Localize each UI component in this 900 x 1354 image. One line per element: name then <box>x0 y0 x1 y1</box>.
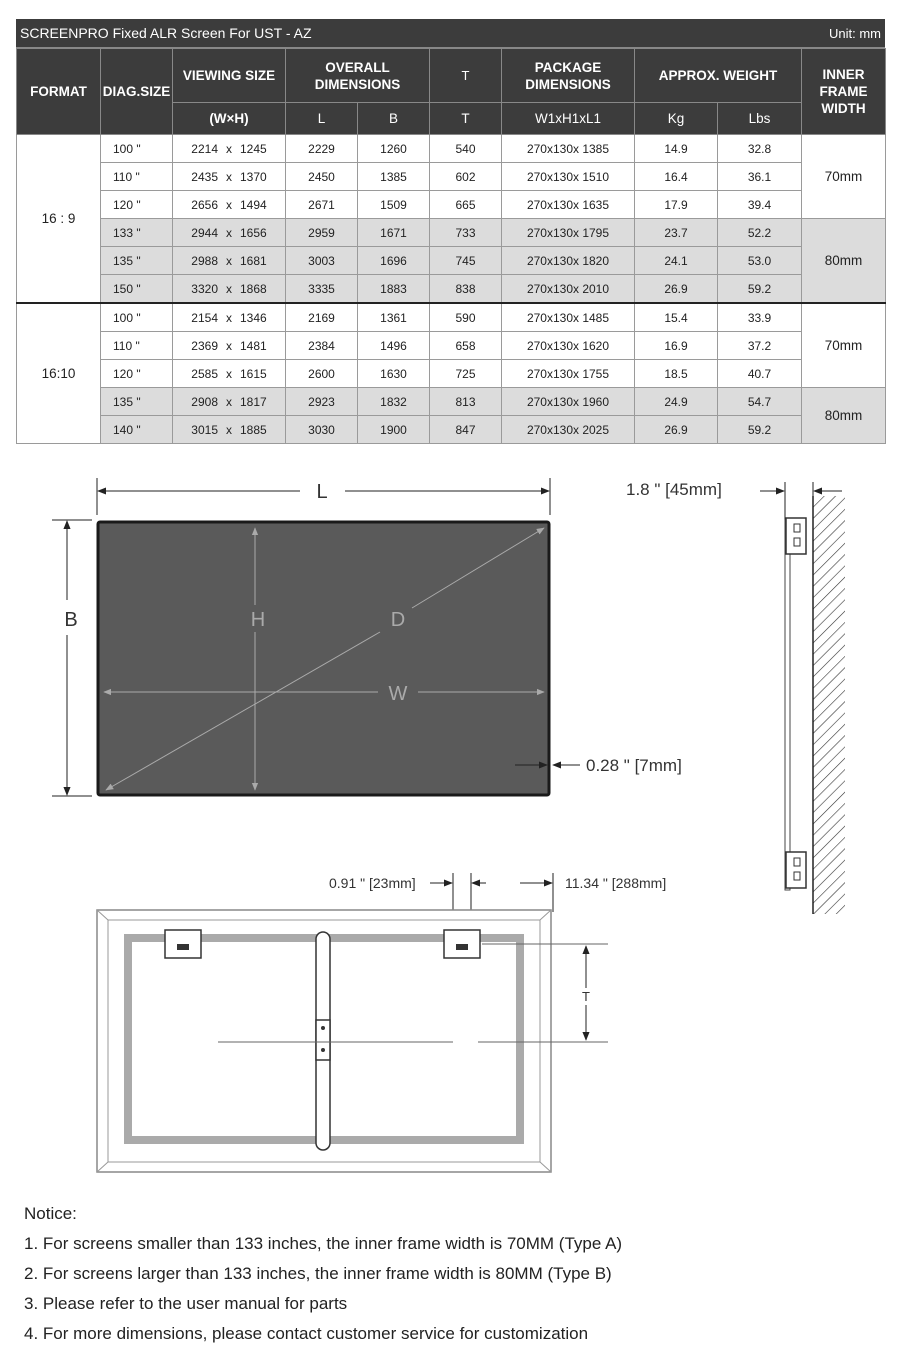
table-row <box>17 332 886 360</box>
lbs-cell: 39.4 <box>718 191 802 219</box>
t-cell: 665 <box>430 191 502 219</box>
notice-title: Notice: <box>24 1204 77 1223</box>
overall-l-cell: 2600 <box>286 360 358 388</box>
diag-cell: 135 " <box>101 388 173 416</box>
lbs-cell: 36.1 <box>718 163 802 191</box>
overall-b-cell: 1630 <box>358 360 430 388</box>
viewing-w: 2908 <box>191 394 218 409</box>
viewing-w: 3320 <box>191 281 218 296</box>
overall-l-cell: 2229 <box>286 135 358 163</box>
header-kg: Kg <box>635 103 718 135</box>
label-b: B <box>64 609 78 631</box>
diag-cell: 100 " <box>101 303 173 332</box>
table-row <box>17 219 886 247</box>
spec-table-body <box>17 135 886 444</box>
viewing-h: 1370 <box>240 169 267 184</box>
overall-l-cell: 2169 <box>286 303 358 332</box>
header-inner: INNER FRAME WIDTH <box>802 49 886 135</box>
lbs-cell: 40.7 <box>718 360 802 388</box>
package-cell: 270x130x 2010 <box>502 275 635 304</box>
header-t-sub: T <box>430 103 502 135</box>
table-row <box>17 275 886 304</box>
viewing-h: 1885 <box>240 422 267 437</box>
lbs-cell: 59.2 <box>718 275 802 304</box>
t-cell: 745 <box>430 247 502 275</box>
header-format: FORMAT <box>17 49 101 135</box>
package-cell: 270x130x 1485 <box>502 303 635 332</box>
table-title: SCREENPRO Fixed ALR Screen For UST - AZ <box>20 25 312 41</box>
viewing-h: 1656 <box>240 225 267 240</box>
overall-l-cell: 2959 <box>286 219 358 247</box>
overall-l-cell: 3335 <box>286 275 358 304</box>
package-cell: 270x130x 1795 <box>502 219 635 247</box>
diag-cell: 120 " <box>101 360 173 388</box>
header-overall-l: L <box>286 103 358 135</box>
viewing-w: 2585 <box>191 366 218 381</box>
table-row <box>17 360 886 388</box>
viewing-h: 1817 <box>240 394 267 409</box>
table-row <box>17 135 886 163</box>
t-cell: 813 <box>430 388 502 416</box>
kg-cell: 23.7 <box>635 219 718 247</box>
label-l: L <box>316 481 328 503</box>
viewing-h: 1346 <box>240 310 267 325</box>
overall-b-cell: 1832 <box>358 388 430 416</box>
overall-l-cell: 3003 <box>286 247 358 275</box>
kg-cell: 15.4 <box>635 303 718 332</box>
table-row <box>17 247 886 275</box>
table-row <box>17 191 886 219</box>
lbs-cell: 33.9 <box>718 303 802 332</box>
lbs-cell: 53.0 <box>718 247 802 275</box>
lbs-cell: 54.7 <box>718 388 802 416</box>
diag-cell: 150 " <box>101 275 173 304</box>
viewing-sep: x <box>226 310 232 325</box>
bottom-bracket-side <box>786 852 806 888</box>
viewing-w: 2435 <box>191 169 218 184</box>
spec-table-section <box>16 19 885 444</box>
format-cell: 16 : 9 <box>17 135 101 304</box>
overall-l-cell: 2671 <box>286 191 358 219</box>
header-viewing-sub: (W×H) <box>173 103 286 135</box>
viewing-size-cell <box>173 219 286 247</box>
label-side-depth: 1.8 " [45mm] <box>626 480 722 499</box>
kg-cell: 26.9 <box>635 416 718 444</box>
viewing-size-cell <box>173 416 286 444</box>
viewing-w: 3015 <box>191 422 218 437</box>
package-cell: 270x130x 1635 <box>502 191 635 219</box>
viewing-h: 1615 <box>240 366 267 381</box>
label-d: D <box>390 609 406 631</box>
kg-cell: 24.1 <box>635 247 718 275</box>
viewing-h: 1494 <box>240 197 267 212</box>
viewing-h: 1481 <box>240 338 267 353</box>
viewing-sep: x <box>226 225 232 240</box>
viewing-sep: x <box>226 169 232 184</box>
package-cell: 270x130x 1960 <box>502 388 635 416</box>
notice-item-3: 3. Please refer to the user manual for parts <box>24 1294 348 1313</box>
viewing-sep: x <box>226 197 232 212</box>
viewing-sep: x <box>226 366 232 381</box>
package-cell: 270x130x 1510 <box>502 163 635 191</box>
t-cell: 733 <box>430 219 502 247</box>
package-cell: 270x130x 1620 <box>502 332 635 360</box>
label-bracket-offset: 11.34 " [288mm] <box>565 875 667 891</box>
viewing-size-cell <box>173 275 286 304</box>
inner-width-cell: 80mm <box>802 388 886 444</box>
overall-l-cell: 2450 <box>286 163 358 191</box>
top-bracket-side <box>786 518 806 554</box>
overall-l-cell: 2384 <box>286 332 358 360</box>
diag-cell: 110 " <box>101 332 173 360</box>
notice-item-4: 4. For more dimensions, please contact customer service for customization <box>24 1324 589 1343</box>
viewing-h: 1245 <box>240 141 267 156</box>
t-cell: 838 <box>430 275 502 304</box>
header-package: PACKAGE DIMENSIONS <box>502 49 635 103</box>
viewing-size-cell <box>173 135 286 163</box>
viewing-size-cell <box>173 163 286 191</box>
label-t: T <box>582 989 590 1004</box>
viewing-size-cell <box>173 388 286 416</box>
overall-b-cell: 1671 <box>358 219 430 247</box>
diag-cell: 133 " <box>101 219 173 247</box>
t-cell: 590 <box>430 303 502 332</box>
screen-surface <box>98 522 549 795</box>
lbs-cell: 37.2 <box>718 332 802 360</box>
front-view <box>52 478 682 796</box>
kg-cell: 17.9 <box>635 191 718 219</box>
table-row <box>17 388 886 416</box>
overall-b-cell: 1496 <box>358 332 430 360</box>
viewing-sep: x <box>226 281 232 296</box>
inner-width-cell: 80mm <box>802 219 886 304</box>
table-row <box>17 416 886 444</box>
viewing-size-cell <box>173 303 286 332</box>
overall-b-cell: 1900 <box>358 416 430 444</box>
viewing-h: 1868 <box>240 281 267 296</box>
viewing-size-cell <box>173 191 286 219</box>
header-viewing: VIEWING SIZE <box>173 49 286 103</box>
diag-cell: 140 " <box>101 416 173 444</box>
kg-cell: 18.5 <box>635 360 718 388</box>
overall-b-cell: 1385 <box>358 163 430 191</box>
header-diag: DIAG.SIZE <box>101 49 173 135</box>
t-cell: 658 <box>430 332 502 360</box>
viewing-size-cell <box>173 360 286 388</box>
notice-section <box>24 1199 622 1349</box>
t-cell: 847 <box>430 416 502 444</box>
lbs-cell: 52.2 <box>718 219 802 247</box>
package-cell: 270x130x 1820 <box>502 247 635 275</box>
kg-cell: 24.9 <box>635 388 718 416</box>
header-lbs: Lbs <box>718 103 802 135</box>
diag-cell: 100 " <box>101 135 173 163</box>
label-frame-thickness: 0.28 " [7mm] <box>586 756 682 775</box>
lbs-cell: 59.2 <box>718 416 802 444</box>
inner-width-cell: 70mm <box>802 135 886 219</box>
overall-b-cell: 1260 <box>358 135 430 163</box>
package-cell: 270x130x 1385 <box>502 135 635 163</box>
wall-hatch <box>813 496 845 914</box>
table-row <box>17 163 886 191</box>
package-cell: 270x130x 1755 <box>502 360 635 388</box>
t-cell: 602 <box>430 163 502 191</box>
header-overall-b: B <box>358 103 430 135</box>
viewing-w: 2154 <box>191 310 218 325</box>
unit-label: Unit: mm <box>829 25 881 41</box>
label-bracket-width: 0.91 " [23mm] <box>329 875 416 891</box>
overall-l-cell: 2923 <box>286 388 358 416</box>
overall-b-cell: 1696 <box>358 247 430 275</box>
diag-cell: 135 " <box>101 247 173 275</box>
viewing-sep: x <box>226 253 232 268</box>
kg-cell: 26.9 <box>635 275 718 304</box>
back-view <box>97 873 666 1172</box>
kg-cell: 16.4 <box>635 163 718 191</box>
spec-table <box>16 48 886 444</box>
notice-item-1: 1. For screens smaller than 133 inches, the inner frame width is 70MM (Type A) <box>24 1234 623 1253</box>
viewing-w: 2369 <box>191 338 218 353</box>
viewing-w: 2656 <box>191 197 218 212</box>
lbs-cell: 32.8 <box>718 135 802 163</box>
viewing-sep: x <box>226 422 232 437</box>
kg-cell: 14.9 <box>635 135 718 163</box>
viewing-size-cell <box>173 332 286 360</box>
viewing-w: 2988 <box>191 253 218 268</box>
header-package-sub: W1xH1xL1 <box>502 103 635 135</box>
overall-b-cell: 1361 <box>358 303 430 332</box>
overall-b-cell: 1509 <box>358 191 430 219</box>
overall-l-cell: 3030 <box>286 416 358 444</box>
kg-cell: 16.9 <box>635 332 718 360</box>
viewing-h: 1681 <box>240 253 267 268</box>
inner-width-cell: 70mm <box>802 303 886 388</box>
viewing-sep: x <box>226 141 232 156</box>
viewing-w: 2214 <box>191 141 218 156</box>
label-h: H <box>250 609 266 631</box>
package-cell: 270x130x 2025 <box>502 416 635 444</box>
header-overall: OVERALL DIMENSIONS <box>286 49 430 103</box>
header-weight: APPROX. WEIGHT <box>635 49 802 103</box>
diag-cell: 120 " <box>101 191 173 219</box>
format-cell: 16:10 <box>17 303 101 444</box>
overall-b-cell: 1883 <box>358 275 430 304</box>
header-t: T <box>430 49 502 103</box>
viewing-sep: x <box>226 394 232 409</box>
viewing-size-cell <box>173 247 286 275</box>
diag-cell: 110 " <box>101 163 173 191</box>
t-cell: 725 <box>430 360 502 388</box>
dimension-diagram <box>0 460 900 1190</box>
t-cell: 540 <box>430 135 502 163</box>
side-view <box>626 480 845 914</box>
viewing-w: 2944 <box>191 225 218 240</box>
notice-item-2: 2. For screens larger than 133 inches, the inner frame width is 80MM (Type B) <box>24 1264 612 1283</box>
table-title-bar <box>16 19 885 48</box>
viewing-sep: x <box>226 338 232 353</box>
label-w: W <box>388 683 408 705</box>
table-row <box>17 303 886 332</box>
